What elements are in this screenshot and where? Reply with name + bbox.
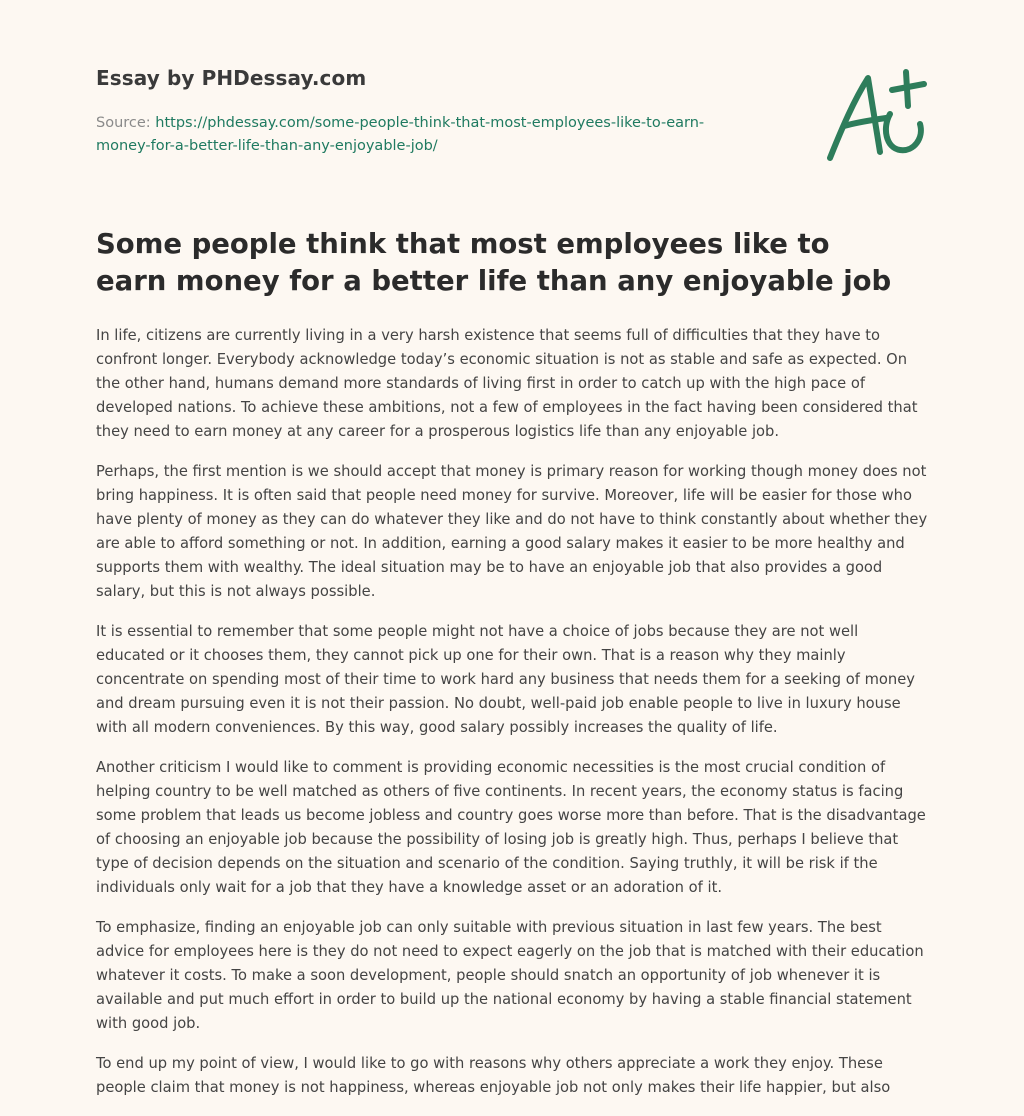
essay-paragraph-5: To emphasize, finding an enjoyable job can only suitable with previous situation in last few years. The best advice for employees here is they do not need to expect eagerly on the job that is matched with their education whatever it costs. To make a soon development, people should snatch an opportunity of job whenever it is available and put much effort in order to build up the national economy by having a stable financial statement with good job. <box>96 919 924 1032</box>
a-plus-grade-icon <box>820 68 932 164</box>
source-line <box>96 112 756 158</box>
essay-paragraph-3: It is essential to remember that some people might not have a choice of jobs because they are not well educated or it chooses them, they cannot pick up one for their own. That is a reason why they mainly concentrate on spending most of their time to work hard any business that needs them for a seeking of money and dream pursuing even it is not their passion. No doubt, well-paid job enable people to live in luxury house with all modern conveniences. By this way, good salary possibly increases the quality of life. <box>96 623 915 736</box>
essay-paragraph-4: Another criticism I would like to comment is providing economic necessities is the most crucial condition of helping country to be well matched as others of five continents. In recent years, the economy status is facing some problem that leads us become jobless and country goes worse more than before. That is the disadvantage of choosing an enjoyable job because the possibility of losing job is greatly high. Thus, perhaps I believe that type of decision depends on the situation and scenario of the condition. Saying truthly, it will be risk if the individuals only wait for a job that they have a knowledge asset or an adoration of it. <box>96 759 926 896</box>
essay-title: Some people think that most employees like to earn money for a better life than any enjoyable job <box>96 228 892 297</box>
essay-paragraph-6: To end up my point of view, I would like to go with reasons why others appreciate a work they enjoy. These people claim that money is not happiness, whereas enjoyable job not only makes their life happier, but also <box>96 1055 891 1096</box>
source-label: Source: <box>96 115 151 131</box>
source-link-line-2: money-for-a-better-life-than-any-enjoyable-job/ <box>96 138 438 154</box>
source-link[interactable] <box>96 115 704 154</box>
essay-body <box>96 324 930 1116</box>
essay-paragraph-1: In life, citizens are currently living in a very harsh existence that seems full of difficulties that they have to confront longer. Everybody acknowledge today’s economic situation is not as stable and safe as expected. On the other hand, humans demand more standards of living first in order to catch up with the high pace of developed nations. To achieve these ambitions, not a few of employees in the fact having been considered that they need to earn money at any career for a prosperous logistics life than any enjoyable job. <box>96 327 918 440</box>
source-link-line-1: https://phdessay.com/some-people-think-that-most-employees-like-to-earn- <box>155 115 705 131</box>
site-brand: Essay by PHDessay.com <box>96 66 367 90</box>
essay-paragraph-2: Perhaps, the first mention is we should accept that money is primary reason for working though money does not bring happiness. It is often said that people need money for survive. Moreover, life will be easier for those who have plenty of money as they can do whatever they like and do not have to think constantly about whether they are able to afford something or not. In addition, earning a good salary makes it easier to be more healthy and supports them with wealthy. The ideal situation may be to have an enjoyable job that also provides a good salary, but this is not always possible. <box>96 463 928 600</box>
